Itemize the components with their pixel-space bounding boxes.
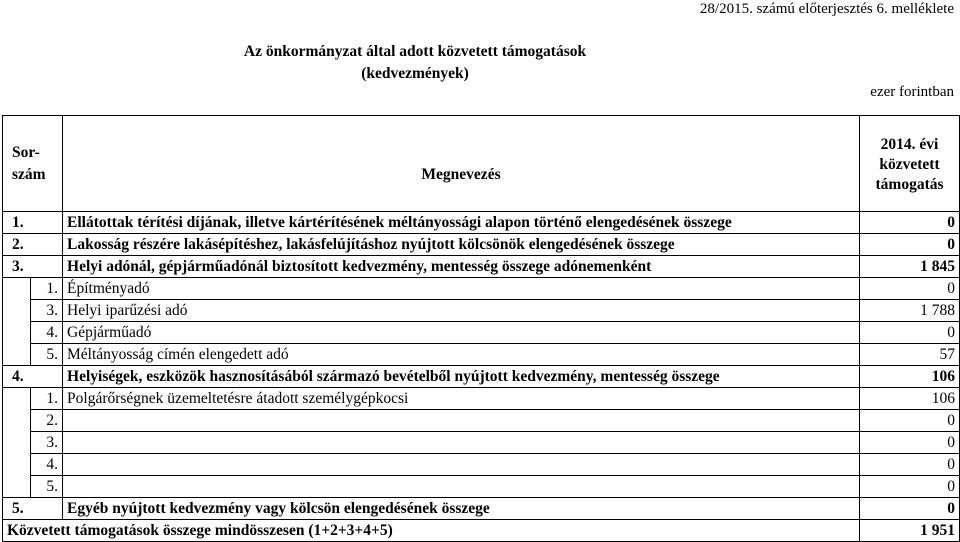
table-row <box>3 212 960 234</box>
row-value: 0 <box>860 234 960 256</box>
row-value: 0 <box>860 498 960 520</box>
row-value: 106 <box>860 366 960 388</box>
row-label: Ellátottak térítési díjának, illetve kártérítésének méltányossági alapon történő elengedésének összege <box>63 212 860 234</box>
table-row <box>3 388 960 410</box>
row-label: Helyi iparűzési adó <box>63 300 860 322</box>
row-label: Helyi adónál, gépjárműadónál biztosított kedvezmény, mentesség összege adónemenként <box>63 256 860 278</box>
table-row <box>3 256 960 278</box>
row-value: 0 <box>860 432 960 454</box>
document-title <box>190 41 640 85</box>
title-line-1: Az önkormányzat által adott közvetett támogatások <box>243 43 587 60</box>
row-subnumber: 3. <box>31 300 63 322</box>
total-label: Közvetett támogatások összege mindösszesen (1+2+3+4+5) <box>3 520 860 542</box>
row-subnumber: 5. <box>31 344 63 366</box>
row-number: 2. <box>3 234 63 256</box>
row-indent <box>3 344 31 366</box>
header-megnevezes: Megnevezés <box>63 116 860 212</box>
row-indent <box>3 278 31 300</box>
row-label <box>63 432 860 454</box>
row-subnumber: 4. <box>31 454 63 476</box>
row-number: 3. <box>3 256 63 278</box>
row-indent <box>3 322 31 344</box>
row-subnumber: 1. <box>31 388 63 410</box>
row-value: 1 788 <box>860 300 960 322</box>
row-label: Polgárőrségnek üzemeltetésre átadott személygépkocsi <box>63 388 860 410</box>
row-indent <box>3 410 31 432</box>
row-label: Helyiségek, eszközök hasznosításából származó bevételből nyújtott kedvezmény, mentesség összege <box>63 366 860 388</box>
row-subnumber: 4. <box>31 322 63 344</box>
row-subnumber: 1. <box>31 278 63 300</box>
table-body <box>3 116 960 542</box>
document-reference: 28/2015. számú előterjesztés 6. melléklete <box>699 1 954 17</box>
row-subnumber: 5. <box>31 476 63 498</box>
support-table <box>2 115 960 542</box>
row-label: Méltányosság címén elengedett adó <box>63 344 860 366</box>
row-number: 4. <box>3 366 63 388</box>
title-line-2: (kedvezmények) <box>361 65 469 82</box>
row-value: 0 <box>860 476 960 498</box>
total-value: 1 951 <box>860 520 960 542</box>
row-number: 1. <box>3 212 63 234</box>
table-row <box>3 300 960 322</box>
table-row <box>3 344 960 366</box>
row-label <box>63 410 860 432</box>
row-value: 0 <box>860 322 960 344</box>
row-value: 57 <box>860 344 960 366</box>
table-row <box>3 278 960 300</box>
row-value: 106 <box>860 388 960 410</box>
row-indent <box>3 300 31 322</box>
row-indent <box>3 432 31 454</box>
table-row <box>3 454 960 476</box>
row-number: 5. <box>3 498 63 520</box>
row-value: 0 <box>860 410 960 432</box>
table-row <box>3 322 960 344</box>
row-label: Építményadó <box>63 278 860 300</box>
table-header-row <box>3 116 960 212</box>
header-sorszam: Sor- szám <box>3 116 63 212</box>
total-row <box>3 520 960 542</box>
table-row <box>3 476 960 498</box>
unit-label: ezer forintban <box>870 84 954 100</box>
row-value: 0 <box>860 212 960 234</box>
row-label <box>63 476 860 498</box>
row-indent <box>3 388 31 410</box>
row-value: 1 845 <box>860 256 960 278</box>
table-row <box>3 410 960 432</box>
table-row <box>3 234 960 256</box>
row-indent <box>3 476 31 498</box>
row-value: 0 <box>860 278 960 300</box>
row-value: 0 <box>860 454 960 476</box>
row-subnumber: 2. <box>31 410 63 432</box>
row-label: Gépjárműadó <box>63 322 860 344</box>
table-row <box>3 498 960 520</box>
row-subnumber: 3. <box>31 432 63 454</box>
table-row <box>3 432 960 454</box>
header-value: 2014. évi közvetett támogatás <box>860 116 960 212</box>
row-label: Egyéb nyújtott kedvezmény vagy kölcsön elengedésének összege <box>63 498 860 520</box>
row-label: Lakosság részére lakásépítéshez, lakásfelújításhoz nyújtott kölcsönök elengedésének összege <box>63 234 860 256</box>
row-indent <box>3 454 31 476</box>
row-label <box>63 454 860 476</box>
table-row <box>3 366 960 388</box>
